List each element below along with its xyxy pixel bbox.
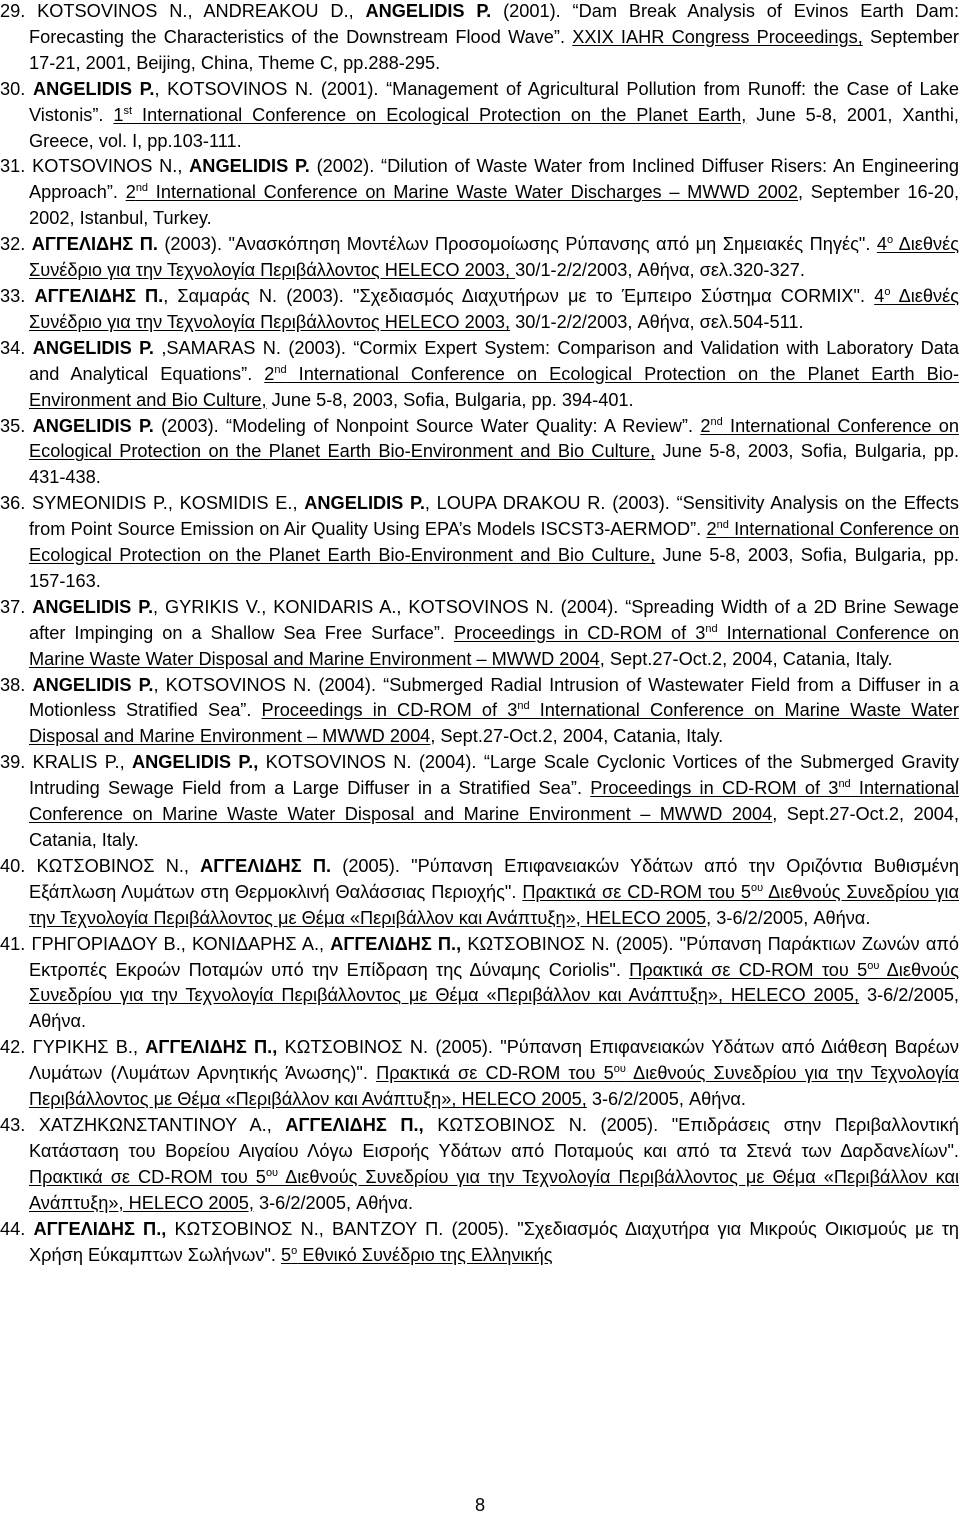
reference-entry <box>0 750 959 854</box>
venue-text: Proceedings in CD-ROM of 3 <box>590 778 839 799</box>
reference-entry <box>0 77 959 155</box>
reference-text: KRALIS P., <box>32 752 132 773</box>
venue-text: 2 <box>264 363 275 384</box>
venue-text: 2 <box>700 415 711 436</box>
reference-text: KOTSOVINOS N., <box>32 156 190 177</box>
venue-text: Proceedings in CD-ROM of 3 <box>453 622 706 643</box>
reference-text: June 5-8, 2003, Sofia, Bulgaria, pp. 394-401. <box>266 389 634 410</box>
ordinal-superscript: nd <box>710 415 723 428</box>
ordinal-superscript: nd <box>716 519 729 532</box>
reference-text: ,SAMARAS N. (2003). “Cormix Expert System: Comparison and Validation with Laboratory Data and Analytical Equations”. <box>29 337 960 384</box>
reference-text: June 5-8, 2001, Xanthi, Greece, vol. I, pp.103-111. <box>29 104 959 151</box>
reference-text: (2003). “Modeling of Nonpoint Source Water Quality: A Review”. <box>153 415 701 436</box>
venue-text: Εθνικό Συνέδριο της Ελληνικής <box>297 1244 553 1265</box>
reference-entry <box>0 1035 959 1113</box>
reference-text: , Σαμαράς Ν. (2003). "Σχεδιασμός Διαχυτήρων με το Έμπειρο Σύστημα CORMIX". <box>163 285 875 306</box>
author-highlight: ΑΓΓΕΛΙΔΗΣ Π., <box>145 1037 278 1058</box>
reference-entry <box>0 932 959 1036</box>
reference-number: 32. <box>0 234 26 255</box>
reference-text: ΚΩΤΣΟΒΙΝΟΣ Ν. (2005). "Ρύπανση Παράκτιων Ζωνών από Εκτροπές Εκροών Ποταμών υπό την Επίδραση της Δύναμης Coriolis". <box>29 933 959 980</box>
ordinal-superscript: ο <box>887 234 894 247</box>
reference-text: , KOTSOVINOS N. (2001). “Management of Agricultural Pollution from Runoff: the Case of Lake Vistonis”. <box>29 78 959 125</box>
venue-text: Διεθνές Συνέδριο για την Τεχνολογία Περιβάλλοντος HELECO 2003, <box>29 285 959 332</box>
reference-text: 3-6/2/2005, Αθήνα. <box>586 1089 746 1110</box>
reference-text: 3-6/2/2005, Αθήνα. <box>253 1192 414 1213</box>
author-highlight: ANGELIDIS P. <box>32 78 155 99</box>
reference-entry <box>0 673 959 751</box>
reference-entry <box>0 491 959 595</box>
reference-text: (2002). “Dilution of Waste Water from Inclined Diffuser Risers: An Engineering Approach”. <box>29 156 959 203</box>
ordinal-superscript: nd <box>838 778 851 791</box>
author-highlight: ANGELIDIS P. <box>32 674 154 695</box>
reference-number: 44. <box>0 1218 26 1239</box>
reference-text: ΓΡΗΓΟΡΙΑΔΟΥ Β., ΚΟΝΙΔΑΡΗΣ Α., <box>31 933 331 954</box>
ordinal-superscript: nd <box>705 622 718 635</box>
venue-text: International Conference on Marine Waste Water Discharges – MWWD 2002 <box>148 182 798 203</box>
ordinal-superscript: st <box>123 104 133 117</box>
reference-text: (2001). “Dam Break Analysis of Evinos Earth Dam: Forecasting the Characteristics of the Downstream Flood Wave”. <box>29 1 959 47</box>
author-highlight: ΑΓΓΕΛΙΔΗΣ Π. <box>34 285 164 306</box>
venue-text: Πρακτικά σε CD-ROM του 5 <box>522 881 752 902</box>
venue-text: International Conference on Ecological Protection on the Planet Earth Bio-Environment and Bio Culture, <box>29 519 959 566</box>
reference-number: 37. <box>0 596 26 617</box>
reference-text: ΚΩΤΣΟΒΙΝΟΣ Ν., ΒΑΝΤΖΟΥ Π. (2005). "Σχεδιασμός Διαχυτήρα για Μικρούς Οικισμούς με τη Χρήση Εύκαμπτων Σωλήνων". <box>29 1218 960 1265</box>
venue-text: XXIX IAHR Congress Proceedings, <box>572 26 863 47</box>
reference-text: , LOUPA DRAKOU R. (2003). “Sensitivity Analysis on the Effects from Point Source Emission on Air Quality Using EPA’s Models ISCST3-AERMOD”. <box>29 493 959 540</box>
reference-entry <box>0 0 959 77</box>
venue-text: International Conference on Ecological Protection on the Planet Earth Bio-Environment and Bio Culture, <box>29 363 960 410</box>
reference-text: ΚΩΤΣΟΒΙΝΟΣ Ν. (2005). "Ρύπανση Επιφανειακών Υδάτων από Διάθεση Βαρέων Λυμάτων (Λυμάτων Αρνητικής Άνωσης)". <box>29 1037 959 1084</box>
venue-text: 5 <box>281 1244 292 1265</box>
venue-text: Πρακτικά σε CD-ROM του 5 <box>376 1063 614 1084</box>
author-highlight: ΑΓΓΕΛΙΔΗΣ Π., <box>33 1218 167 1239</box>
venue-text: 2 <box>706 519 717 540</box>
author-highlight: ΑΓΓΕΛΙΔΗΣ Π. <box>200 855 332 876</box>
venue-text: Διεθνούς Συνεδρίου για την Τεχνολογία Περιβάλλοντος με Θέμα «Περιβάλλον και Ανάπτυξη», HELECO 2005, <box>29 1166 960 1213</box>
reference-text: ΓΥΡΙΚΗΣ Β., <box>32 1037 146 1058</box>
reference-number: 36. <box>0 493 26 514</box>
reference-text: June 5-8, 2003, Sofia, Bulgaria, pp. 157-163. <box>29 545 960 591</box>
reference-entry <box>0 595 959 673</box>
reference-text: 30/1-2/2/2003, Αθήνα, σελ.320-327. <box>515 260 805 281</box>
reference-number: 29. <box>0 1 26 21</box>
reference-text: 3-6/2/2005, Αθήνα. <box>711 907 871 928</box>
venue-text: Διεθνούς Συνεδρίου για την Τεχνολογία Περιβάλλοντος με Θέμα «Περιβάλλον και Ανάπτυξη», HELECO 2005, <box>29 881 959 928</box>
reference-text: September 17-21, 2001, Beijing, China, Theme C, pp.288-295. <box>29 26 959 73</box>
author-highlight: ANGELIDIS P. <box>32 596 154 617</box>
author-highlight: ΑΓΓΕΛΙΔΗΣ Π. <box>31 234 158 255</box>
venue-text: 2 <box>125 182 136 203</box>
reference-text: (2005). "Ρύπανση Επιφανειακών Υδάτων από την Οριζόντια Βυθισμένη Εξάπλωση Λυμάτων στη Θερμοκλινή Θαλάσσιας Περιοχής". <box>29 855 959 902</box>
reference-text: , Sept.27-Oct.2, 2004, Catania, Italy. <box>430 726 724 747</box>
reference-entry <box>0 854 959 932</box>
venue-text: International Conference on Marine Waste Water Disposal and Marine Environment – MWWD 2004 <box>29 778 960 825</box>
venue-text: International Conference on Ecological Protection on the Planet Earth Bio-Environment and Bio Culture, <box>29 415 959 462</box>
venue-text: Διεθνούς Συνεδρίου για την Τεχνολογία Περιβάλλοντος με Θέμα «Περιβάλλον και Ανάπτυξη», HELECO 2005, <box>29 959 959 1006</box>
venue-text: International Conference on Marine Waste Water Disposal and Marine Environment – MWWD 2004 <box>29 622 960 669</box>
reference-number: 31. <box>0 156 26 177</box>
reference-number: 33. <box>0 285 26 306</box>
ordinal-superscript: ου <box>867 959 880 972</box>
venue-text: 1 <box>113 104 124 125</box>
reference-entry <box>0 284 959 336</box>
reference-text: KOTSOVINOS N. (2004). “Large Scale Cyclonic Vortices of the Submerged Gravity Intruding Sewage Field from a Large Diffuser in a Stratified Sea”. <box>29 752 959 799</box>
reference-entry <box>0 232 959 284</box>
author-highlight: ANGELIDIS P. <box>189 156 310 177</box>
ordinal-superscript: nd <box>135 182 149 195</box>
reference-text: KOTSOVINOS N., ANDREAKOU D., <box>37 1 366 21</box>
reference-number: 43. <box>0 1114 26 1135</box>
reference-text: , Sept.27-Oct.2, 2004, Catania, Italy. <box>599 648 893 669</box>
ordinal-superscript: ου <box>613 1063 626 1076</box>
reference-number: 39. <box>0 752 26 773</box>
reference-text: 3-6/2/2005, Αθήνα. <box>29 985 959 1032</box>
venue-text: Πρακτικά σε CD-ROM του 5 <box>29 1166 266 1187</box>
reference-text: , Sept.27-Oct.2, 2004, Catania, Italy. <box>29 804 959 850</box>
author-highlight: ANGELIDIS P. <box>32 337 154 358</box>
reference-text: , KOTSOVINOS N. (2004). “Submerged Radial Intrusion of Wastewater Field from a Diffuser in a Motionless Stratified Sea”. <box>29 674 959 721</box>
reference-number: 42. <box>0 1037 26 1058</box>
ordinal-superscript: ο <box>291 1244 298 1257</box>
reference-text: ΧΑΤΖΗΚΩΝΣΤΑΝΤΙΝΟΥ Α., <box>38 1114 286 1135</box>
author-highlight: ANGELIDIS P. <box>32 415 154 436</box>
venue-text: 4 <box>874 285 885 306</box>
ordinal-superscript: nd <box>274 363 287 376</box>
author-highlight: ΑΓΓΕΛΙΔΗΣ Π., <box>285 1114 424 1135</box>
reference-number: 38. <box>0 674 26 695</box>
venue-text: Proceedings in CD-ROM of 3 <box>261 700 518 721</box>
venue-text: Διεθνούς Συνεδρίου για την Τεχνολογία Περιβάλλοντος με Θέμα «Περιβάλλον και Ανάπτυξη», HELECO 2005, <box>29 1063 959 1110</box>
venue-text: Διεθνές Συνέδριο για την Τεχνολογία Περιβάλλοντος HELECO 2003, <box>29 234 959 281</box>
reference-text: , GYRIKIS V., KONIDARIS A., KOTSOVINOS N. (2004). “Spreading Width of a 2D Brine Sewage after Impinging on a Shallow Sea Free Surface”. <box>29 596 959 643</box>
reference-entry <box>0 1113 959 1217</box>
venue-text: 4 <box>876 234 887 255</box>
reference-text: ΚΩΤΣΟΒΙΝΟΣ Ν. (2005). "Επιδράσεις στην Περιβαλλοντική Κατάσταση του Βορείου Αιγαίου Λόγω Εισροής Υδάτων από Ποταμούς και από τα Στενά των Δαρδανελίων". <box>29 1114 959 1161</box>
reference-entry <box>0 154 959 232</box>
reference-entry <box>0 414 959 492</box>
reference-text: ΚΩΤΣΟΒΙΝΟΣ Ν., <box>36 855 201 876</box>
reference-text: , September 16-20, 2002, Istanbul, Turkey. <box>29 182 959 229</box>
reference-text: SYMEONIDIS P., KOSMIDIS E., <box>32 493 305 514</box>
reference-number: 41. <box>0 933 26 954</box>
venue-text: International Conference on Marine Waste Water Disposal and Marine Environment – MWWD 2004 <box>29 700 959 747</box>
page-number: 8 <box>474 1495 486 1515</box>
reference-text: June 5-8, 2003, Sofia, Bulgaria, pp. 431-438. <box>29 441 960 488</box>
reference-text: (2003). "Ανασκόπηση Μοντέλων Προσομοίωσης Ρύπανσης από μη Σημειακές Πηγές". <box>157 234 877 255</box>
reference-entry <box>0 336 959 414</box>
venue-text: Πρακτικά σε CD-ROM του 5 <box>629 959 868 980</box>
ordinal-superscript: ου <box>265 1166 279 1179</box>
reference-number: 35. <box>0 415 26 436</box>
author-highlight: ANGELIDIS P., <box>132 752 259 773</box>
reference-number: 40. <box>0 855 26 876</box>
ordinal-superscript: ου <box>751 881 764 894</box>
reference-number: 34. <box>0 337 26 358</box>
author-highlight: ANGELIDIS P. <box>304 493 425 514</box>
author-highlight: ANGELIDIS P. <box>365 1 492 21</box>
reference-number: 30. <box>0 78 26 99</box>
author-highlight: ΑΓΓΕΛΙΔΗΣ Π., <box>330 933 462 954</box>
ordinal-superscript: ο <box>884 285 891 298</box>
ordinal-superscript: nd <box>517 700 530 713</box>
venue-text: International Conference on Ecological Protection on the Planet Earth, <box>132 104 747 125</box>
reference-entry <box>0 1217 959 1269</box>
reference-text: 30/1-2/2/2003, Αθήνα, σελ.504-511. <box>510 311 804 332</box>
